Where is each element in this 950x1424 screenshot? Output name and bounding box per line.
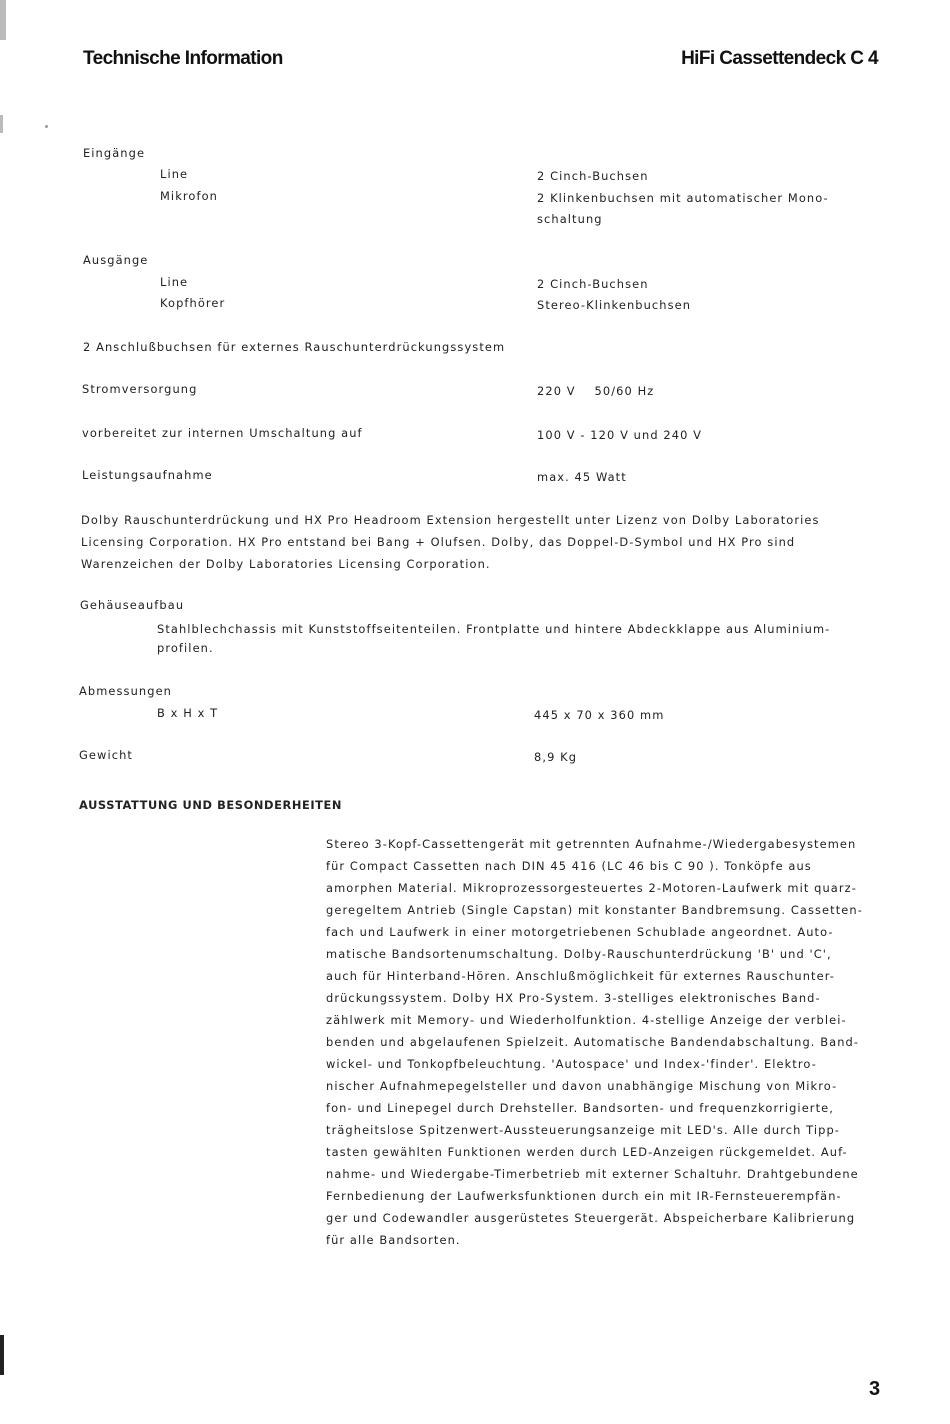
housing-text-line: profilen. [157, 641, 214, 655]
features-line: ger und Codewandler ausgerüstetes Steuergerät. Abspeicherbare Kalibrierung [326, 1211, 856, 1225]
inputs-mic-value: 2 Klinkenbuchsen mit automatischer Mono- [537, 191, 829, 205]
header-product: HiFi Cassettendeck C 4 [681, 48, 878, 69]
dolby-note-line: Dolby Rauschunterdrückung und HX Pro Headroom Extension hergestellt unter Lizenz von Dolby Laboratories [81, 513, 820, 527]
features-line: wickel- und Tonkopfbeleuchtung. 'Autospace' und Index-'finder'. Elektro- [326, 1057, 817, 1071]
features-line: für alle Bandsorten. [326, 1233, 461, 1247]
housing-text-line: Stahlblechchassis mit Kunststoffseitenteilen. Frontplatte und hintere Abdeckklappe aus Aluminium- [157, 622, 831, 636]
weight-label: Gewicht [79, 748, 133, 762]
dolby-note-line: Licensing Corporation. HX Pro entstand bei Bang + Olufsen. Dolby, das Doppel-D-Symbol und HX Pro sind [81, 535, 796, 549]
inputs-heading: Eingänge [83, 146, 146, 160]
features-heading: AUSSTATTUNG UND BESONDERHEITEN [79, 798, 343, 812]
features-line: amorphen Material. Mikroprozessorgesteuertes 2-Motoren-Laufwerk mit quarz- [326, 881, 857, 895]
outputs-line-label: Line [160, 275, 189, 289]
features-line: nischer Aufnahmepegelsteller und davon unabhängige Mischung von Mikro- [326, 1079, 838, 1093]
scan-speck [45, 125, 48, 128]
consumption-label: Leistungsaufnahme [82, 468, 213, 482]
features-line: zählwerk mit Memory- und Wiederholfunktion. 4-stellige Anzeige der verblei- [326, 1013, 847, 1027]
features-line: geregeltem Antrieb (Single Capstan) mit konstanter Bandbremsung. Cassetten- [326, 903, 863, 917]
outputs-phones-value: Stereo-Klinkenbuchsen [537, 298, 692, 312]
outputs-line-value: 2 Cinch-Buchsen [537, 277, 649, 291]
weight-value: 8,9 Kg [534, 750, 578, 764]
features-line: auch für Hinterband-Hören. Anschlußmöglichkeit für externes Rauschunter- [326, 969, 835, 983]
features-line: fach und Laufwerk in einer motorgetriebenen Schublade angeordnet. Auto- [326, 925, 834, 939]
header-title: Technische Information [83, 48, 283, 69]
dolby-note-line: Warenzeichen der Dolby Laboratories Licensing Corporation. [81, 557, 491, 571]
page-number: 3 [869, 1378, 881, 1400]
scan-edge-mark [0, 0, 6, 40]
inputs-mic-label: Mikrofon [160, 189, 218, 203]
features-paragraph [326, 833, 906, 1251]
scan-edge-mark [0, 115, 3, 133]
features-line: fon- und Linepegel durch Drehsteller. Bandsorten- und frequenzkorrigierte, [326, 1101, 834, 1115]
outputs-heading: Ausgänge [83, 253, 149, 267]
dimensions-label: Abmessungen [79, 684, 172, 698]
dimensions-sub-label: B x H x T [157, 706, 219, 720]
features-line: Stereo 3-Kopf-Cassettengerät mit getrennten Aufnahme-/Wiedergabesystemen [326, 837, 857, 851]
outputs-phones-label: Kopfhörer [160, 296, 226, 310]
features-line: matische Bandsortenumschaltung. Dolby-Rauschunterdrückung 'B' und 'C', [326, 947, 832, 961]
power-switch-value: 100 V - 120 V und 240 V [537, 428, 703, 442]
inputs-line-label: Line [160, 167, 189, 181]
scan-edge-mark [0, 1335, 4, 1375]
inputs-line-value: 2 Cinch-Buchsen [537, 169, 649, 183]
consumption-value: max. 45 Watt [537, 470, 627, 484]
features-line: benden und abgelaufenen Spielzeit. Automatische Bandendabschaltung. Band- [326, 1035, 860, 1049]
features-line: Fernbedienung der Laufwerksfunktionen durch ein mit IR-Fernsteuerempfän- [326, 1189, 842, 1203]
power-value: 220 V 50/60 Hz [537, 384, 655, 398]
power-label: Stromversorgung [82, 382, 198, 396]
features-line: für Compact Cassetten nach DIN 45 416 (LC 46 bis C 90 ). Tonköpfe aus [326, 859, 812, 873]
dimensions-value: 445 x 70 x 360 mm [534, 708, 665, 722]
power-switch-label: vorbereitet zur internen Umschaltung auf [82, 426, 363, 440]
inputs-mic-value-cont: schaltung [537, 212, 603, 226]
features-line: trägheitslose Spitzenwert-Aussteuerungsanzeige mit LED's. Alle durch Tipp- [326, 1123, 841, 1137]
noise-sockets-text: 2 Anschlußbuchsen für externes Rauschunterdrückungssystem [83, 340, 506, 354]
features-line: drückungssystem. Dolby HX Pro-System. 3-stelliges elektronisches Band- [326, 991, 821, 1005]
features-line: nahme- und Wiedergabe-Timerbetrieb mit externer Schaltuhr. Drahtgebundene [326, 1167, 859, 1181]
features-line: tasten gewählten Funktionen werden durch LED-Anzeigen rückgemeldet. Auf- [326, 1145, 848, 1159]
housing-label: Gehäuseaufbau [80, 598, 185, 612]
